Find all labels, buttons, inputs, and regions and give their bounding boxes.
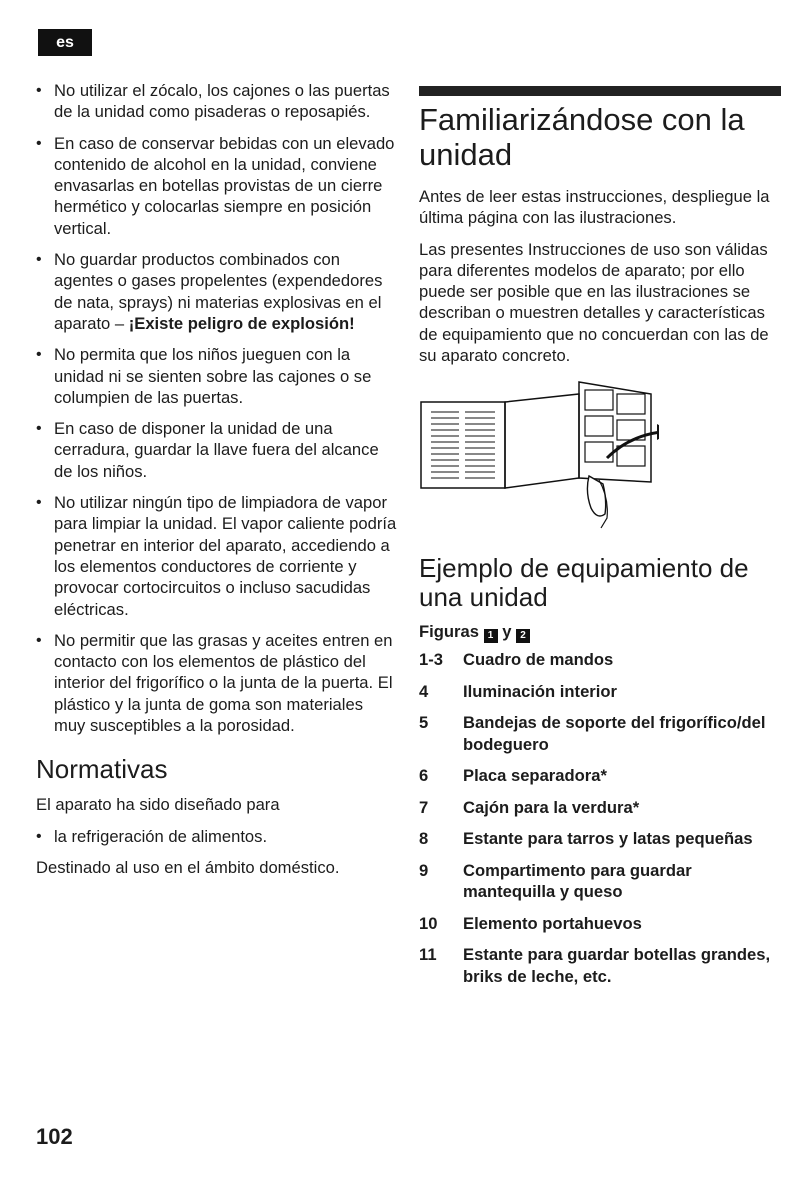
list-item: • No utilizar el zócalo, los cajones o las puertas de la unidad como pisaderas o reposapiés. bbox=[36, 80, 398, 123]
normativas-heading: Normativas bbox=[36, 754, 168, 785]
example-heading: Ejemplo de equipamiento de una unidad bbox=[419, 553, 749, 613]
figures-reference: Figuras 1 y 2 bbox=[419, 622, 781, 643]
list-item: 8 Estante para tarros y latas pequeñas bbox=[419, 829, 753, 849]
list-item: • No utilizar ningún tipo de limpiadora de vapor para limpiar la unidad. El vapor caliente podría penetrar en interior del aparato, accediendo a los elementos conductores de corriente y provocar cortocircuitos o incluso sacudidas eléctricas. bbox=[36, 492, 398, 620]
list-item: 9 Compartimento para guardar mantequilla y queso bbox=[419, 860, 692, 902]
list-item: 11 Estante para guardar botellas grandes, briks de leche, etc. bbox=[419, 945, 771, 986]
page-number: 102 bbox=[36, 1124, 73, 1149]
intro-paragraph: Antes de leer estas instrucciones, despliegue la última página con las ilustraciones. bbox=[419, 187, 770, 228]
normativas-intro: El aparato ha sido diseñado para bbox=[36, 795, 280, 815]
normativas-closing: Destinado al uso en el ámbito doméstico. bbox=[36, 857, 340, 877]
list-item: 5 Bandejas de soporte del frigorífico/del bodeguero bbox=[419, 713, 766, 754]
section-rule bbox=[419, 86, 781, 96]
equipment-list bbox=[419, 649, 781, 987]
list-item: • En caso de conservar bebidas con un elevado contenido de alcohol en la unidad, conviene envasarlas en botellas provistas de un cierre hermético y colocarlas siempre en posición vertical. bbox=[36, 133, 398, 239]
figure-2-marker: 2 bbox=[516, 629, 530, 643]
explosion-warning: ¡Existe peligro de explosión! bbox=[128, 313, 355, 333]
list-item: 4 Iluminación interior bbox=[419, 681, 617, 701]
foldout-illustration bbox=[419, 380, 659, 530]
language-badge: es bbox=[38, 29, 92, 56]
list-item: • la refrigeración de alimentos. bbox=[36, 826, 398, 847]
page-title: Familiarizándose con la unidad bbox=[419, 102, 745, 172]
list-item: 7 Cajón para la verdura* bbox=[419, 797, 640, 817]
list-item: • No permitir que las grasas y aceites entren en contacto con los elementos de plástico del interior del frigorífico o la junta de la puerta. El plástico y la junta de goma son materiales muy susceptibles a la porosidad. bbox=[36, 630, 398, 736]
list-item: 1-3 Cuadro de mandos bbox=[419, 650, 614, 670]
safety-list bbox=[36, 80, 398, 736]
normativas-list bbox=[36, 826, 398, 847]
list-item: 10 Elemento portahuevos bbox=[419, 913, 642, 933]
list-item: • No permita que los niños jueguen con la unidad ni se sienten sobre las cajones o se columpien de las puertas. bbox=[36, 344, 398, 408]
validity-paragraph: Las presentes Instrucciones de uso son válidas para diferentes modelos de aparato; por ello puede ser posible que en las ilustraciones se describan o muestren detalles y características de equipamiento que no concuerdan con las de su aparato concreto. bbox=[419, 239, 769, 366]
right-column bbox=[419, 86, 781, 997]
list-item: • En caso de disponer la unidad de una cerradura, guardar la llave fuera del alcance de los niños. bbox=[36, 418, 398, 482]
figure-1-marker: 1 bbox=[484, 629, 498, 643]
list-item: 6 Placa separadora* bbox=[419, 766, 607, 786]
list-item: • No guardar productos combinados con agentes o gases propelentes (expendedores de nata, sprays) ni materias explosivas en el aparato – ¡Existe peligro de explosión! bbox=[36, 249, 398, 334]
left-column bbox=[36, 80, 398, 888]
fold-out-page-icon bbox=[419, 380, 659, 530]
